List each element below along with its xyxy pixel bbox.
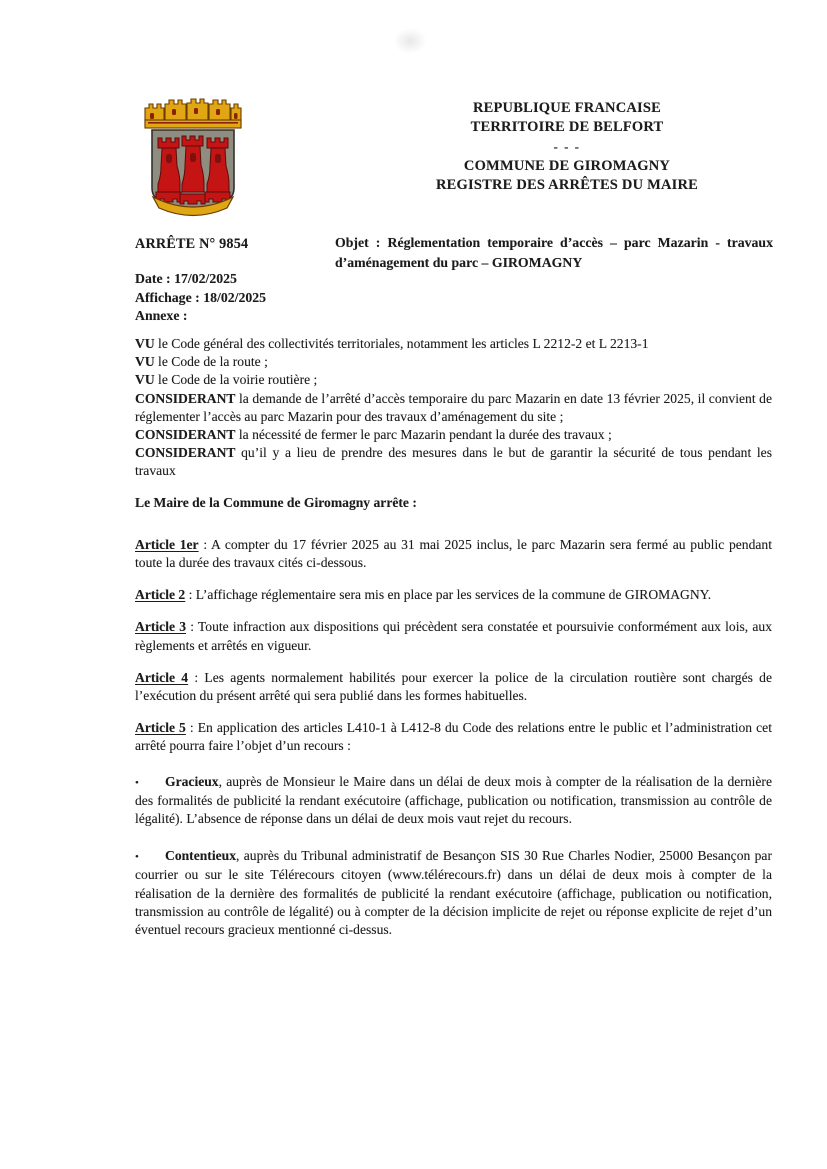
paragraph-text: le Code de la route ; <box>154 354 268 370</box>
preamble-vu-1 <box>135 335 772 353</box>
article-3-heading: Article 3 <box>135 619 186 635</box>
annexe-line: Annexe : <box>135 308 188 324</box>
document-header <box>402 99 732 194</box>
arrete-number: ARRÊTE N° 9854 <box>135 236 249 252</box>
preamble-considerant-1 <box>135 390 772 426</box>
document-body <box>135 335 772 939</box>
meta-dates <box>135 270 266 326</box>
header-territoire: TERRITOIRE DE BELFORT <box>470 118 664 135</box>
article-5-heading: Article 5 <box>135 720 186 736</box>
considerant-keyword: CONSIDERANT <box>135 445 236 461</box>
date-line: Date : 17/02/2025 <box>135 271 237 286</box>
header-separator: - - - <box>553 139 581 154</box>
preamble-vu-3 <box>135 371 772 389</box>
paragraph-text: le Code de la voirie routière ; <box>154 372 318 388</box>
article-3 <box>135 618 772 654</box>
header-commune: COMMUNE DE GIROMAGNY <box>463 158 671 174</box>
article-text: : En application des articles L410-1 à L412-8 du Code des relations entre le public et l’administration cet arrêté pourra faire l’objet d’un recours : <box>135 720 772 754</box>
recours-gracieux <box>135 773 772 829</box>
article-1-heading: Article 1er <box>135 536 199 552</box>
preamble-vu-2 <box>135 353 772 371</box>
recours-contentieux <box>135 847 772 939</box>
considerant-keyword: CONSIDERANT <box>135 390 236 406</box>
bullet-icon: • <box>135 776 139 789</box>
recours-contentieux-keyword: Contentieux <box>165 848 236 864</box>
header-registre: REGISTRE DES ARRÊTES DU MAIRE <box>435 176 699 193</box>
paragraph-text: , auprès du Tribunal administratif de Besançon SIS 30 Rue Charles Nodier, 25000 Besançon par courrier ou sur le site Télérecours citoyen (www.télérecours.fr) dans un délai de deux mois à compter de la réalisation de la dernière des formalités de publicité la rendant exécutoire (affichage, publication ou notification, transmission au contrôle de légalité) ou à compter de la décision implicite de rejet ou réponse explicite de rejet d’un éventuel recours gracieux mentionné ci-dessus. <box>135 848 772 938</box>
article-text: : L’affichage réglementaire sera mis en place par les services de la commune de GIROMAGNY. <box>185 587 712 603</box>
affichage-line: Affichage : 18/02/2025 <box>135 289 267 305</box>
article-text: : A compter du 17 février 2025 au 31 mai 2025 inclus, le parc Mazarin sera fermé au public pendant toute la durée des travaux cités ci-dessous. <box>135 536 773 571</box>
header-republique: REPUBLIQUE FRANCAISE <box>472 100 662 116</box>
vu-keyword: VU <box>135 354 155 370</box>
recours-gracieux-keyword: Gracieux <box>165 773 219 789</box>
bullet-icon: • <box>135 851 139 864</box>
decree-intro: Le Maire de la Commune de Giromagny arrête : <box>135 494 417 510</box>
coat-of-arms-giromagny <box>142 96 244 224</box>
paragraph-text: qu’il y a lieu de prendre des mesures dans le but de garantir la sécurité de tous pendant les travaux <box>135 445 772 479</box>
article-2 <box>135 586 772 604</box>
considerant-keyword: CONSIDERANT <box>135 427 236 443</box>
objet-line: Objet : Réglementation temporaire d’accès – parc Mazarin - travaux d’aménagement du parc – GIROMAGNY <box>335 235 773 270</box>
preamble-considerant-2 <box>135 426 772 444</box>
paragraph-text: la nécessité de fermer le parc Mazarin pendant la durée des travaux ; <box>235 427 612 443</box>
paragraph-text: le Code général des collectivités territoriales, notamment les articles L 2212-2 et L 2213-1 <box>154 336 649 351</box>
article-text: : Les agents normalement habilités pour exercer la police de la circulation routière sont chargés de l’exécution du présent arrêté qui sera publié dans les formes habituelles. <box>135 669 772 704</box>
article-5 <box>135 719 772 755</box>
vu-keyword: VU <box>135 336 155 351</box>
paragraph-text: la demande de l’arrêté d’accès temporaire du parc Mazarin en date 13 février 2025, il convient de réglementer l’accès au parc Mazarin pour des travaux d’aménagement du site ; <box>135 390 772 424</box>
article-4-heading: Article 4 <box>135 669 189 685</box>
preamble-considerant-3 <box>135 444 772 480</box>
paragraph-text: , auprès de Monsieur le Maire dans un délai de deux mois à compter de la réalisation de la dernière des formalités de publicité la rendant exécutoire (affichage, publication ou notification, transmission au contrôle de légalité). L’absence de réponse dans un délai de deux mois vaut rejet du recours. <box>135 773 772 827</box>
article-text: : Toute infraction aux dispositions qui précèdent sera constatée et poursuivie conformément aux lois, aux règlements et arrêtés en vigueur. <box>135 619 772 653</box>
scan-smudge <box>392 27 428 55</box>
vu-keyword: VU <box>135 372 155 388</box>
article-2-heading: Article 2 <box>135 587 186 603</box>
article-1 <box>135 536 772 572</box>
article-4 <box>135 669 772 705</box>
